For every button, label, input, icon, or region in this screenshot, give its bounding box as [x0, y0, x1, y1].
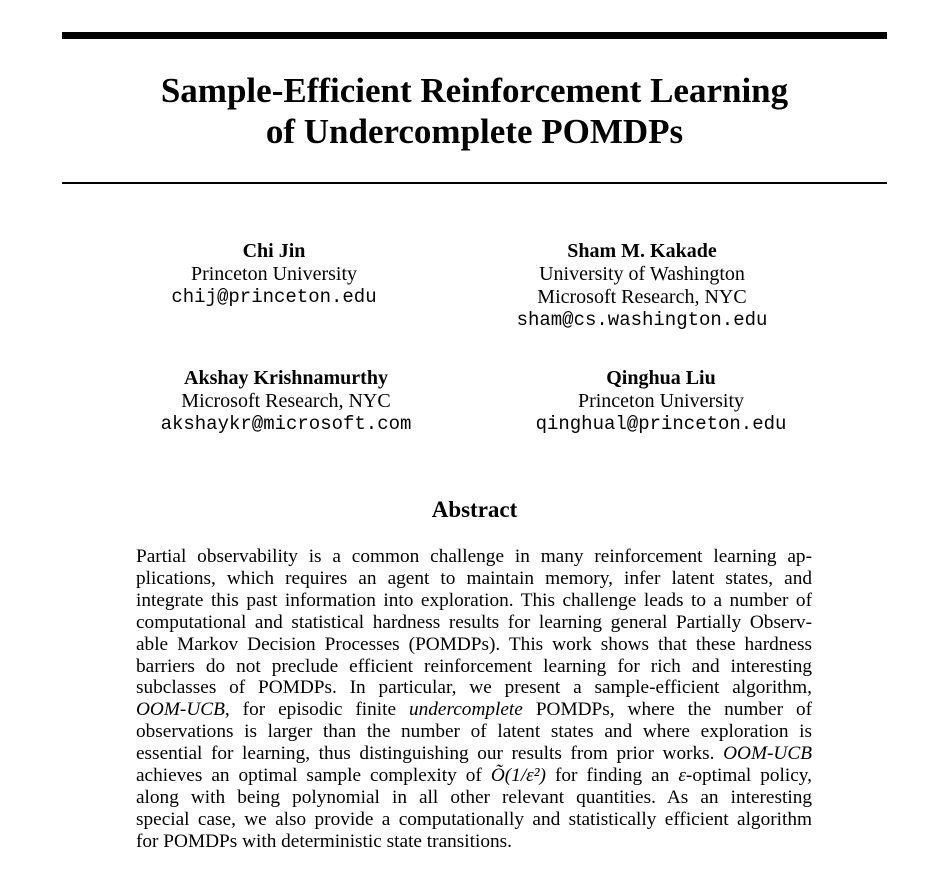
author-block-chi-jin [104, 240, 444, 309]
abstract-line: plications, which requires an agent to maintain memory, infer latent states, and [136, 567, 812, 589]
author-affiliation: University of Washington [539, 263, 745, 285]
abstract-line: observations is larger than the number of latent states and where exploration is [136, 721, 812, 743]
author-affiliation: Princeton University [577, 390, 745, 412]
author-name: Akshay Krishnamurthy [184, 367, 388, 389]
abstract-text: -optimal policy, [685, 765, 812, 787]
author-affiliation: Microsoft Research, NYC [537, 286, 747, 308]
abstract-text: POMDPs, where the number of [522, 699, 813, 721]
abstract-line: along with being polynomial in all other relevant quantities. As an interesting [136, 786, 812, 808]
abstract-line: subclasses of POMDPs. In particular, we present a sample-efficient algorithm, [136, 677, 812, 699]
top-rule [62, 32, 887, 39]
author-name: Chi Jin [242, 240, 306, 262]
abstract-line: for POMDPs with deterministic state transitions. [136, 830, 512, 852]
author-email: chij@princeton.edu [171, 286, 377, 308]
abstract-line [136, 743, 812, 765]
abstract-line [136, 765, 812, 787]
author-email: akshaykr@microsoft.com [160, 413, 412, 435]
abstract-text: for finding an [545, 765, 679, 787]
abstract-line: special case, we also provide a computationally and statistically efficient algorithm [136, 808, 812, 830]
abstract-text: achieves an optimal sample complexity of [136, 765, 491, 787]
abstract-text: , for episodic finite [224, 699, 409, 721]
abstract-line: Partial observability is a common challenge in many reinforcement learning ap- [136, 546, 812, 567]
author-block-qinghua-liu [491, 367, 831, 436]
title-line-1: Sample-Efficient Reinforcement Learning [160, 71, 789, 110]
paper-title [62, 70, 887, 152]
math-complexity: Õ(1/ε²) [490, 765, 546, 787]
algorithm-name: OOM-UCB [723, 743, 812, 765]
author-affiliation: Microsoft Research, NYC [181, 390, 391, 412]
abstract-line: integrate this past information into exploration. This challenge leads to a number of [136, 589, 812, 611]
author-block-sham-kakade [472, 240, 812, 332]
author-name: Qinghua Liu [606, 367, 716, 389]
author-email: sham@cs.washington.edu [516, 309, 768, 331]
math-epsilon: ε [678, 765, 686, 787]
author-block-akshay-krishnamurthy [116, 367, 456, 436]
abstract-line [136, 699, 812, 721]
algorithm-name: OOM-UCB [136, 699, 225, 721]
abstract-line: computational and statistical hardness results for learning general Partially Observ- [136, 611, 812, 633]
emphasis-text: undercomplete [408, 699, 523, 721]
abstract-line: able Markov Decision Processes (POMDPs). This work shows that these hardness [136, 633, 812, 655]
title-line-2: of Undercomplete POMDPs [265, 112, 684, 151]
author-affiliation: Princeton University [190, 263, 358, 285]
title-rule [62, 182, 887, 184]
author-name: Sham M. Kakade [567, 240, 717, 262]
abstract-text: essential for learning, thus distinguishing our results from prior works. [136, 743, 724, 765]
abstract-body [136, 546, 812, 853]
author-email: qinghual@princeton.edu [535, 413, 787, 435]
abstract-line: barriers do not preclude efficient reinforcement learning for rich and interesting [136, 655, 812, 677]
abstract-heading: Abstract [431, 497, 518, 522]
